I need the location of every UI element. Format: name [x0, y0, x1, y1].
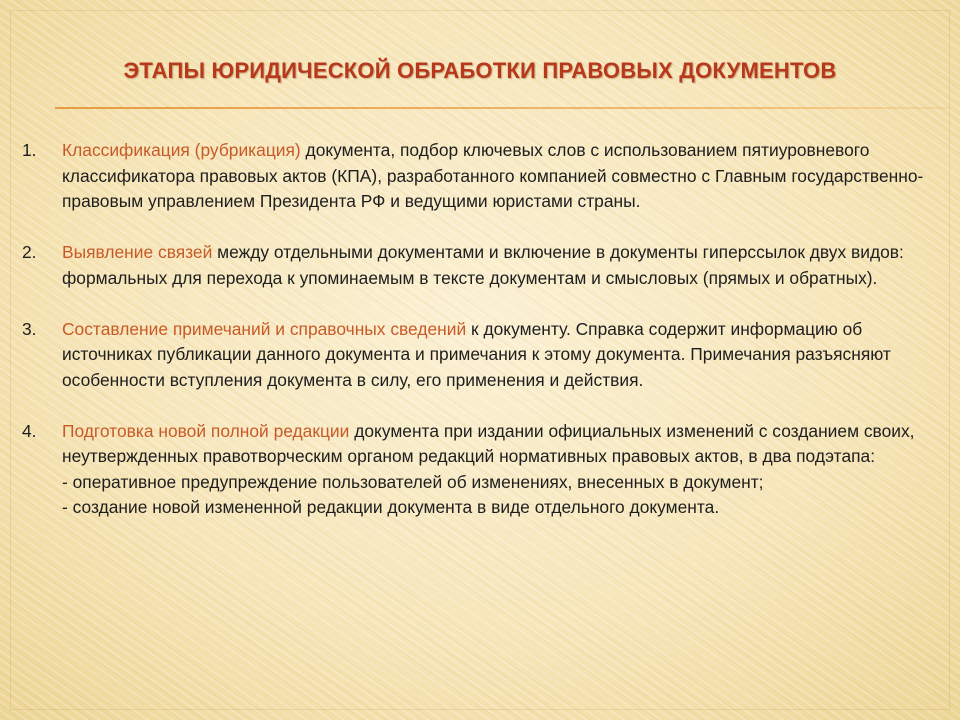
sub-item: - оперативное предупреждение пользователей об изменениях, внесенных в документ;: [62, 471, 764, 492]
item-highlight: Выявление связей: [62, 242, 213, 262]
sub-item: - создание новой измененной редакции документа в виде отдельного документа.: [62, 497, 720, 517]
item-highlight: Составление примечаний и справочных сведений: [62, 318, 467, 339]
list-item-4: [22, 419, 932, 521]
item-text: документа, подбор ключевых слов с использованием пятиуровневого классификатора правовых актов (КПА), разработанного компанией совместно с Главным государственно-правовым управлением Президента РФ и ведущими юристами страны.: [62, 140, 924, 211]
list-item-1: [22, 138, 932, 215]
item-number: 4.: [22, 420, 37, 441]
item-highlight: Классификация (рубрикация): [62, 140, 301, 160]
list-item-2: [22, 240, 932, 291]
stages-list: [22, 138, 932, 546]
item-text: к документу. Справка содержит информацию об источниках публикации данного документа и примечания к этому документа. Примечания разъясняют особенности вступления документа в силу, его применения и действия.: [62, 318, 891, 390]
item-highlight: Подготовка новой полной редакции: [62, 420, 350, 441]
item-number: 2.: [22, 242, 37, 262]
item-number: 1.: [22, 140, 37, 160]
title-divider: [55, 107, 950, 109]
item-text: между отдельными документами и включение в документы гиперссылок двух видов: формальных для перехода к упоминаемым в тексте документам и смысловых (прямых и обратных).: [62, 242, 904, 288]
slide-title: ЭТАПЫ ЮРИДИЧЕСКОЙ ОБРАБОТКИ ПРАВОВЫХ ДОКУМЕНТОВ: [123, 58, 837, 83]
item-text: документа при издании официальных изменений с созданием своих, неутвержденных правотворческим органом редакций нормативных правовых актов, в два подэтапа:: [62, 420, 915, 466]
item-number: 3.: [22, 318, 37, 339]
list-item-3: [22, 317, 932, 394]
